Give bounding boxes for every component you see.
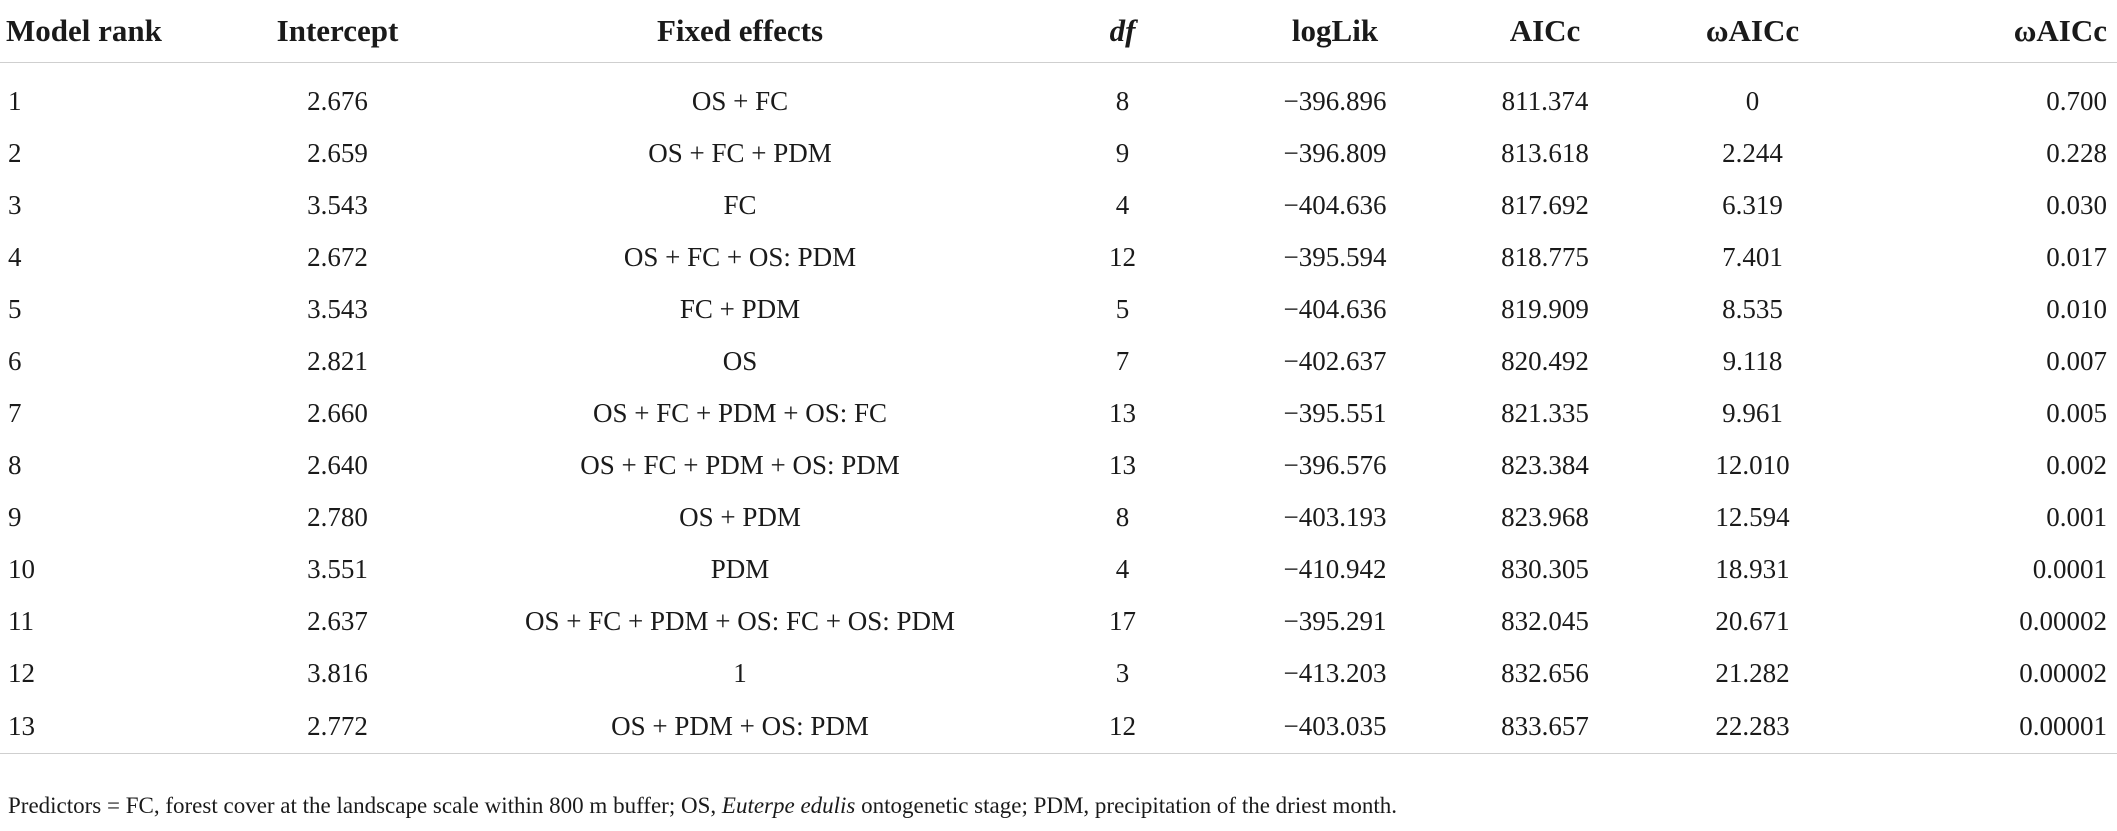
cell-delta-aicc: 9.118 xyxy=(1722,345,1783,376)
header-delta-aicc: ωAICc xyxy=(1645,0,1860,63)
cell-aicc: 821.335 xyxy=(1501,397,1589,428)
cell-df: 17 xyxy=(1109,605,1136,636)
cell-delta-aicc: 2.244 xyxy=(1722,137,1783,168)
header-aicc: AICc xyxy=(1445,0,1645,63)
cell-df: 8 xyxy=(1115,85,1130,116)
cell-loglik: −404.636 xyxy=(1283,189,1387,220)
table-row xyxy=(0,127,2117,179)
table-row xyxy=(0,387,2117,439)
table-row xyxy=(0,699,2117,754)
cell-delta-aicc: 22.283 xyxy=(1645,699,1860,754)
header-weight-aicc: ωAICc xyxy=(1860,0,2117,63)
table-body xyxy=(0,63,2117,754)
cell-df: 13 xyxy=(1109,397,1136,428)
header-df: df xyxy=(1030,0,1215,63)
cell-loglik: −396.809 xyxy=(1283,137,1387,168)
cell-model-rank: 13 xyxy=(0,699,215,754)
cell-weight-aicc: 0.005 xyxy=(2046,397,2107,428)
cell-intercept: 3.551 xyxy=(307,553,368,584)
cell-weight-aicc: 0.017 xyxy=(2046,241,2107,272)
cell-loglik: −403.193 xyxy=(1283,501,1387,532)
cell-loglik: −404.636 xyxy=(1283,293,1387,324)
cell-fixed-effects: FC + PDM xyxy=(679,293,801,324)
cell-df: 13 xyxy=(1109,449,1136,480)
cell-loglik: −410.942 xyxy=(1283,553,1387,584)
table-row xyxy=(0,439,2117,491)
cell-model-rank: 7 xyxy=(8,397,22,428)
cell-intercept: 2.659 xyxy=(307,137,368,168)
cell-model-rank: 2 xyxy=(8,137,22,168)
cell-intercept: 3.543 xyxy=(307,189,368,220)
cell-fixed-effects: OS xyxy=(722,345,758,376)
cell-intercept: 2.780 xyxy=(307,501,368,532)
cell-intercept: 3.816 xyxy=(307,657,368,688)
cell-delta-aicc: 9.961 xyxy=(1722,397,1783,428)
cell-aicc: 820.492 xyxy=(1501,345,1589,376)
cell-df: 9 xyxy=(1115,137,1130,168)
cell-fixed-effects: OS + FC + PDM + OS: FC + OS: PDM xyxy=(524,605,956,636)
cell-df: 4 xyxy=(1115,553,1130,584)
table-row xyxy=(0,179,2117,231)
cell-model-rank: 5 xyxy=(8,293,22,324)
cell-weight-aicc: 0.700 xyxy=(2046,85,2107,116)
cell-weight-aicc: 0.030 xyxy=(2046,189,2107,220)
cell-aicc: 833.657 xyxy=(1445,699,1645,754)
cell-fixed-effects: OS + FC + PDM + OS: PDM xyxy=(580,449,900,480)
cell-intercept: 2.676 xyxy=(307,85,368,116)
table-row xyxy=(0,75,2117,127)
cell-delta-aicc: 8.535 xyxy=(1722,293,1783,324)
cell-aicc: 811.374 xyxy=(1501,85,1589,116)
table-row xyxy=(0,543,2117,595)
cell-delta-aicc: 12.010 xyxy=(1715,449,1790,480)
spacer-cell xyxy=(0,63,2117,76)
cell-df: 3 xyxy=(1115,657,1130,688)
cell-model-rank: 6 xyxy=(8,345,22,376)
table-row xyxy=(0,595,2117,647)
cell-fixed-effects: OS + FC + PDM + OS: FC xyxy=(592,397,888,428)
cell-model-rank: 8 xyxy=(8,449,22,480)
cell-model-rank: 1 xyxy=(8,85,22,116)
cell-loglik: −403.035 xyxy=(1215,699,1445,754)
cell-weight-aicc: 0.007 xyxy=(2046,345,2107,376)
cell-weight-aicc: 0.00002 xyxy=(2019,657,2107,688)
cell-fixed-effects: OS + FC xyxy=(691,85,789,116)
cell-model-rank: 9 xyxy=(8,501,22,532)
cell-aicc: 823.384 xyxy=(1501,449,1589,480)
cell-delta-aicc: 20.671 xyxy=(1715,605,1790,636)
cell-loglik: −396.576 xyxy=(1283,449,1387,480)
cell-model-rank: 11 xyxy=(8,605,34,636)
cell-aicc: 832.045 xyxy=(1501,605,1589,636)
cell-fixed-effects: OS + PDM + OS: PDM xyxy=(450,699,1030,754)
cell-loglik: −396.896 xyxy=(1283,85,1387,116)
cell-delta-aicc: 18.931 xyxy=(1715,553,1790,584)
cell-aicc: 823.968 xyxy=(1501,501,1589,532)
cell-intercept: 2.821 xyxy=(307,345,368,376)
footnote-text-end: ontogenetic stage; PDM, precipitation of the driest month. xyxy=(855,793,1398,818)
cell-delta-aicc: 21.282 xyxy=(1715,657,1790,688)
cell-aicc: 819.909 xyxy=(1501,293,1589,324)
cell-intercept: 2.660 xyxy=(307,397,368,428)
table-header xyxy=(0,0,2117,63)
cell-df: 4 xyxy=(1115,189,1130,220)
cell-delta-aicc: 6.319 xyxy=(1722,189,1783,220)
cell-fixed-effects: 1 xyxy=(733,657,747,688)
cell-intercept: 2.640 xyxy=(307,449,368,480)
cell-fixed-effects: OS + FC + PDM xyxy=(648,137,832,168)
cell-fixed-effects: PDM xyxy=(710,553,770,584)
cell-fixed-effects: OS + FC + OS: PDM xyxy=(623,241,857,272)
cell-model-rank: 12 xyxy=(8,657,35,688)
cell-model-rank: 4 xyxy=(8,241,22,272)
header-model-rank: Model rank xyxy=(0,0,215,63)
table-footnote xyxy=(8,793,1397,819)
table-row xyxy=(0,647,2117,699)
footnote-text-start: Predictors = FC, forest cover at the landscape scale within 800 m buffer; OS, xyxy=(8,793,722,818)
cell-delta-aicc: 12.594 xyxy=(1715,501,1790,532)
cell-df: 5 xyxy=(1115,293,1130,324)
cell-model-rank: 3 xyxy=(8,189,22,220)
cell-df: 7 xyxy=(1115,345,1130,376)
cell-loglik: −395.551 xyxy=(1283,397,1387,428)
cell-delta-aicc: 0 xyxy=(1745,85,1760,116)
cell-model-rank: 10 xyxy=(8,553,35,584)
cell-loglik: −395.291 xyxy=(1283,605,1387,636)
cell-df: 12 xyxy=(1030,699,1215,754)
cell-weight-aicc: 0.010 xyxy=(2046,293,2107,324)
cell-loglik: −413.203 xyxy=(1283,657,1387,688)
cell-aicc: 813.618 xyxy=(1501,137,1589,168)
header-loglik: logLik xyxy=(1215,0,1445,63)
table-row xyxy=(0,283,2117,335)
table-row xyxy=(0,335,2117,387)
cell-aicc: 832.656 xyxy=(1501,657,1589,688)
cell-aicc: 830.305 xyxy=(1501,553,1589,584)
cell-loglik: −395.594 xyxy=(1283,241,1387,272)
cell-fixed-effects: FC xyxy=(723,189,757,220)
cell-intercept: 2.637 xyxy=(307,605,368,636)
cell-intercept: 2.672 xyxy=(307,241,368,272)
footnote-species: Euterpe edulis xyxy=(721,793,856,818)
cell-intercept: 2.772 xyxy=(215,699,450,754)
cell-weight-aicc: 0.001 xyxy=(2046,501,2107,532)
header-row xyxy=(0,0,2117,63)
table-row xyxy=(0,491,2117,543)
cell-df: 8 xyxy=(1115,501,1130,532)
cell-df: 12 xyxy=(1109,241,1136,272)
cell-weight-aicc: 0.0001 xyxy=(2032,553,2107,584)
cell-intercept: 3.543 xyxy=(307,293,368,324)
cell-weight-aicc: 0.00001 xyxy=(1860,699,2117,754)
cell-delta-aicc: 7.401 xyxy=(1722,241,1783,272)
table-row xyxy=(0,231,2117,283)
header-intercept: Intercept xyxy=(215,0,450,63)
cell-weight-aicc: 0.228 xyxy=(2046,137,2107,168)
cell-weight-aicc: 0.002 xyxy=(2046,449,2107,480)
header-spacer xyxy=(0,63,2117,76)
cell-fixed-effects: OS + PDM xyxy=(679,501,801,532)
cell-aicc: 817.692 xyxy=(1501,189,1589,220)
cell-aicc: 818.775 xyxy=(1501,241,1589,272)
cell-loglik: −402.637 xyxy=(1283,345,1387,376)
cell-weight-aicc: 0.00002 xyxy=(2019,605,2107,636)
header-fixed-effects: Fixed effects xyxy=(450,0,1030,63)
